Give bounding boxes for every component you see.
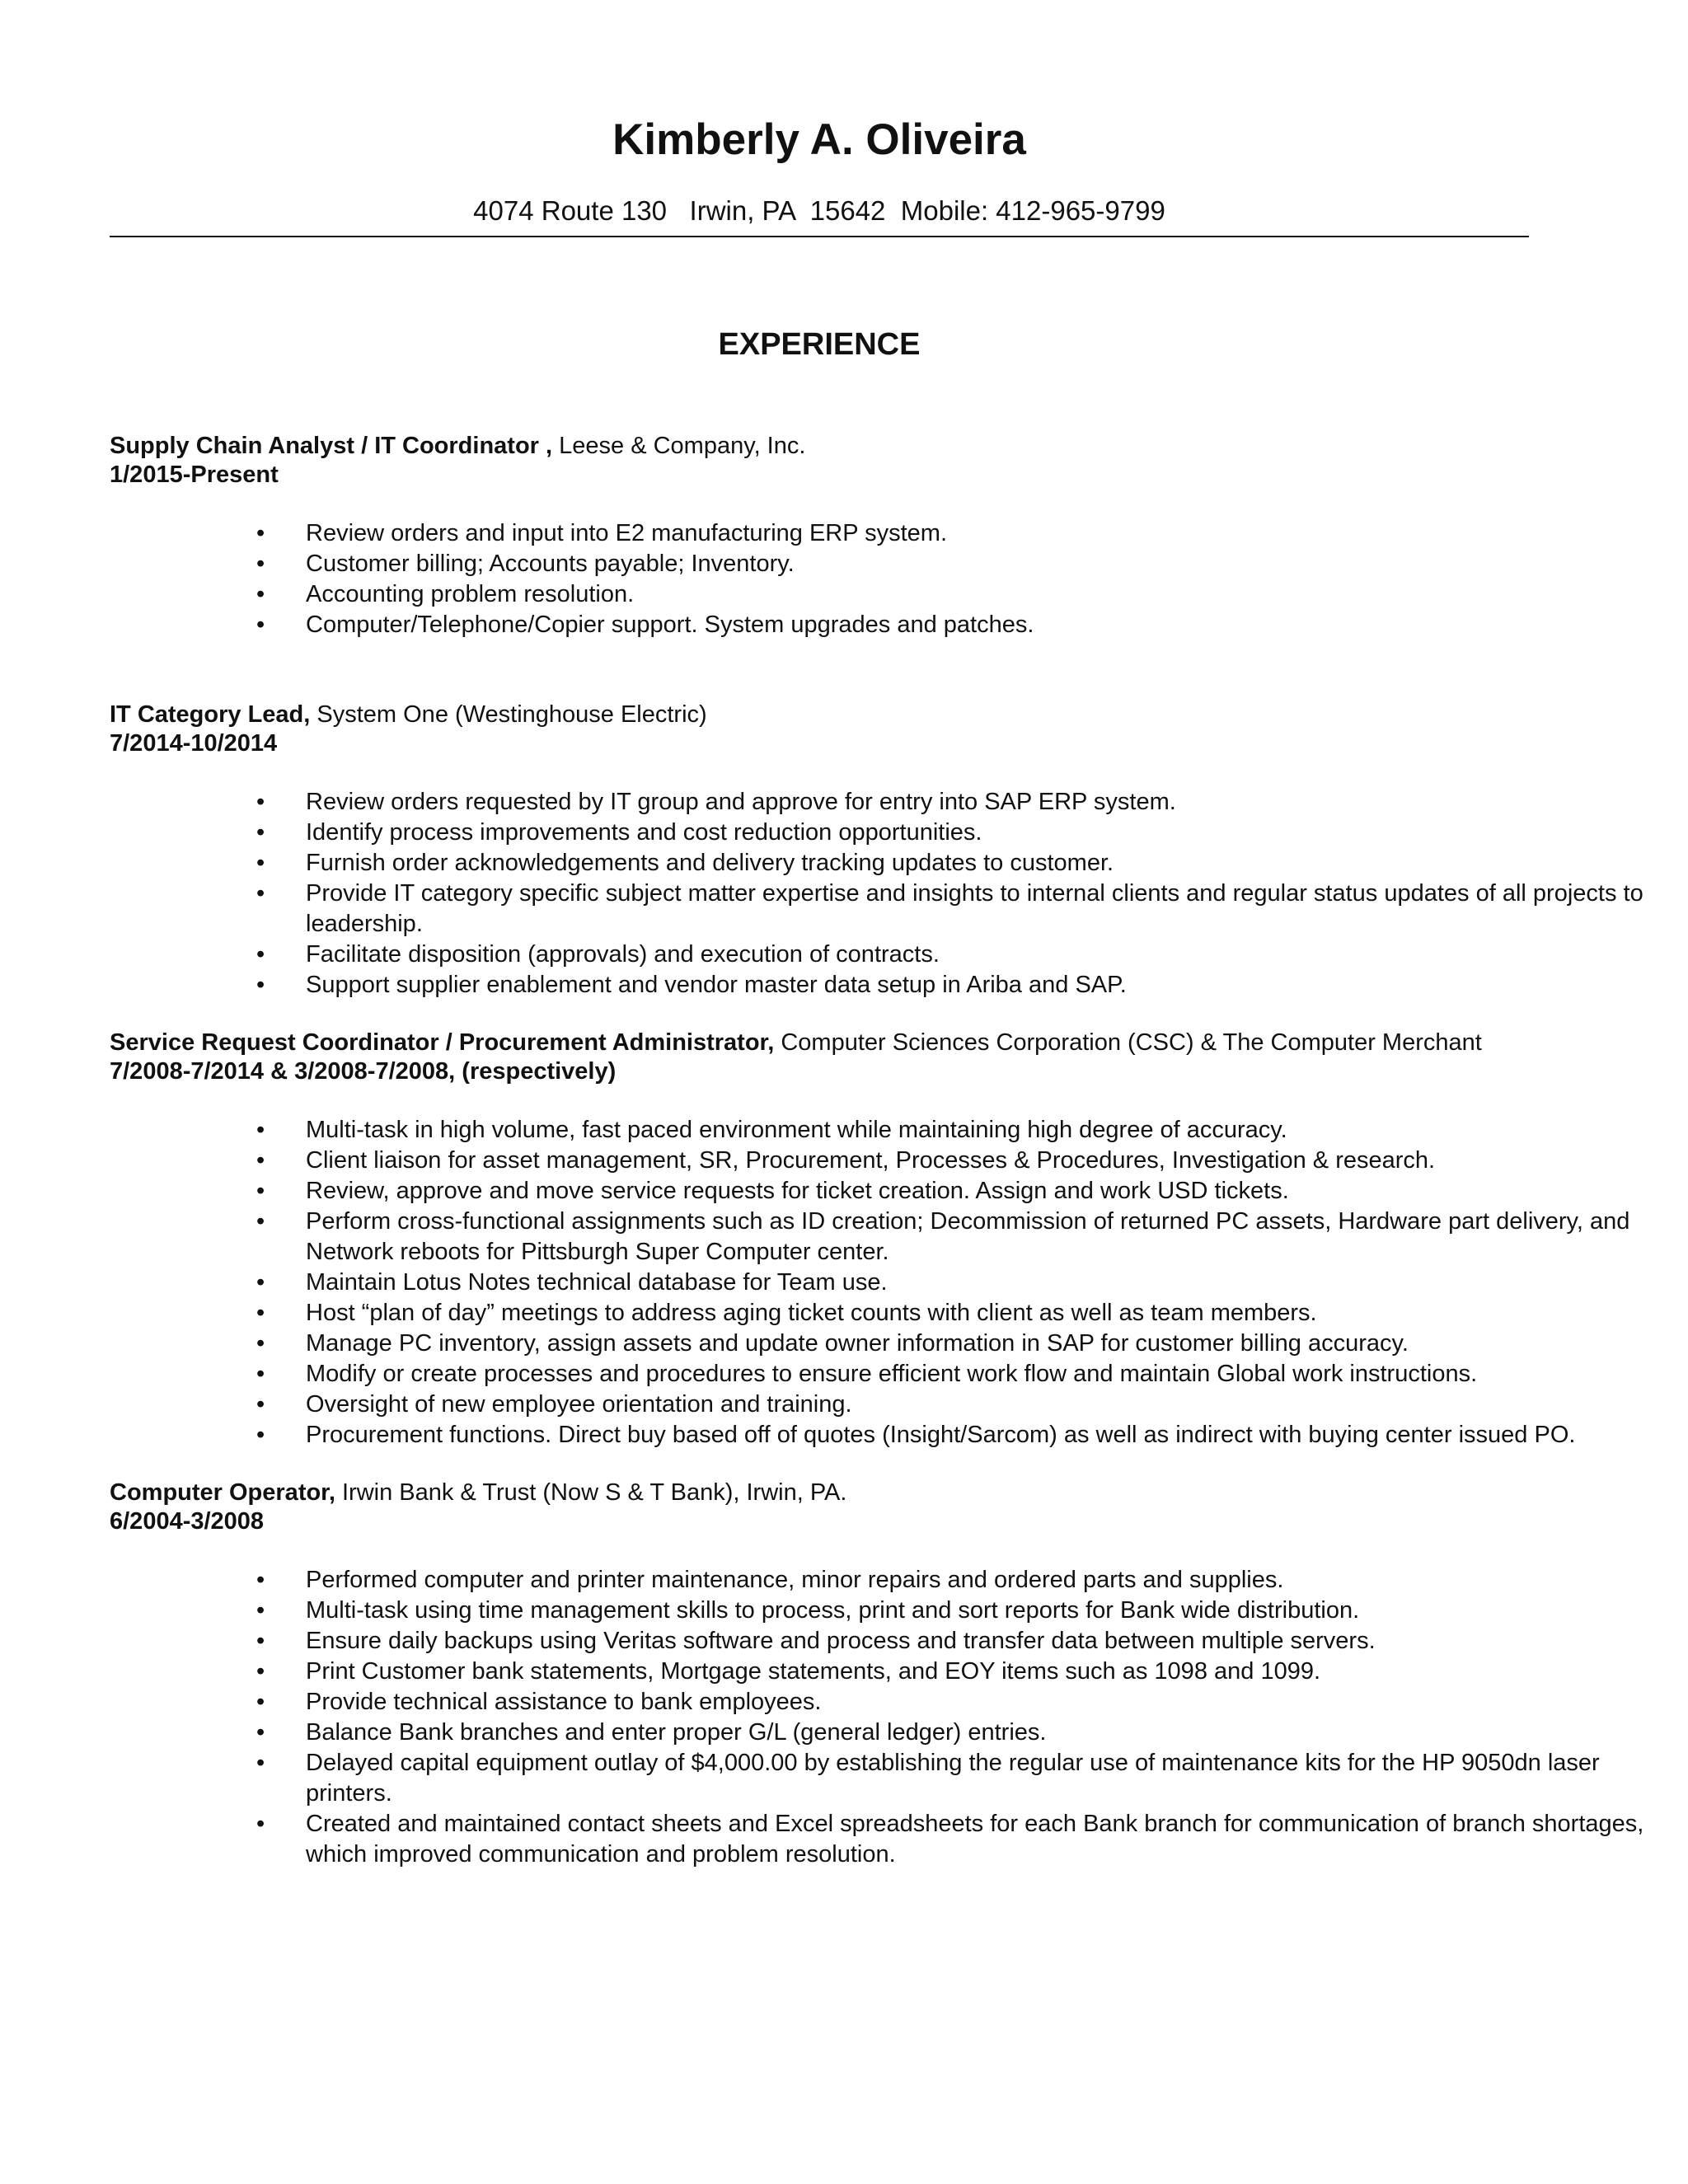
bullet-icon: • <box>256 850 265 876</box>
job-bullet <box>110 1748 1658 1809</box>
job-bullet <box>110 940 1658 970</box>
job-bullet <box>110 818 1658 848</box>
bullet-text: Modify or create processes and procedures to ensure efficient work flow and maintain Global work instructions. <box>306 1361 1478 1387</box>
job-heading <box>110 701 1593 729</box>
bullet-text: Provide technical assistance to bank employees. <box>306 1689 822 1715</box>
bullet-text: Review orders requested by IT group and approve for entry into SAP ERP system. <box>306 789 1176 815</box>
job-bullet <box>110 1626 1658 1657</box>
job-bullet <box>110 1809 1658 1870</box>
bullet-text: Computer/Telephone/Copier support. System upgrades and patches. <box>306 612 1034 638</box>
bullet-text: Host “plan of day” meetings to address aging ticket counts with client as well as team members. <box>306 1300 1317 1326</box>
bullet-text: Balance Bank branches and enter proper G/L (general ledger) entries. <box>306 1719 1047 1746</box>
job-bullet <box>110 518 1658 549</box>
experience-list <box>110 432 1644 1870</box>
bullet-icon: • <box>256 972 265 998</box>
job-bullet <box>110 1176 1658 1207</box>
bullet-icon: • <box>256 1391 265 1418</box>
section-title-experience: EXPERIENCE <box>718 327 921 362</box>
bullet-icon: • <box>256 1628 265 1654</box>
spacer <box>110 1001 1593 1029</box>
bullet-icon: • <box>256 1330 265 1357</box>
bullet-text: Multi-task in high volume, fast paced environment while maintaining high degree of accuracy. <box>306 1117 1287 1143</box>
job-entry <box>110 1029 1630 1451</box>
job-bullet <box>110 1329 1658 1359</box>
bullet-icon: • <box>256 1178 265 1204</box>
job-dates: 7/2008-7/2014 & 3/2008-7/2008, (respectively) <box>110 1058 617 1085</box>
bullet-text: Oversight of new employee orientation and training. <box>306 1391 852 1418</box>
bullet-icon: • <box>256 1269 265 1296</box>
job-title: Service Request Coordinator / Procurement Administrator, <box>110 1029 775 1056</box>
bullet-icon: • <box>256 1422 265 1448</box>
bullet-text: Multi-task using time management skills to process, print and sort reports for Bank wide distribution. <box>306 1597 1360 1624</box>
bullet-icon: • <box>256 612 265 638</box>
job-bullet <box>110 1687 1658 1718</box>
job-entry <box>110 701 1643 1001</box>
job-title: IT Category Lead, <box>110 701 311 728</box>
job-heading <box>110 1029 1593 1057</box>
job-bullet <box>110 1420 1658 1451</box>
bullet-text: Provide IT category specific subject matter expertise and insights to internal clients and regular status updates of all projects to leadership. <box>306 880 1643 937</box>
job-bullet <box>110 1657 1658 1687</box>
job-bullet <box>110 1359 1658 1390</box>
bullet-text: Print Customer bank statements, Mortgage statements, and EOY items such as 1098 and 1099. <box>306 1658 1321 1685</box>
job-dates: 6/2004-3/2008 <box>110 1508 265 1535</box>
bullet-text: Maintain Lotus Notes technical database for Team use. <box>306 1269 888 1296</box>
bullet-text: Review, approve and move service requests for ticket creation. Assign and work USD tickets. <box>306 1178 1289 1204</box>
job-bullet <box>110 610 1658 640</box>
bullet-text: Accounting problem resolution. <box>306 581 635 607</box>
bullet-text: Procurement functions. Direct buy based off of quotes (Insight/Sarcom) as well as indirect with buying center issued PO. <box>306 1422 1576 1448</box>
job-title: Supply Chain Analyst / IT Coordinator , <box>110 433 553 459</box>
bullet-icon: • <box>256 1361 265 1387</box>
bullet-icon: • <box>256 941 265 968</box>
job-bullet-list <box>110 1115 1630 1451</box>
bullet-icon: • <box>256 1117 265 1143</box>
job-employer: Irwin Bank & Trust (Now S & T Bank), Irwin, PA. <box>335 1479 847 1506</box>
job-bullet <box>110 1565 1658 1596</box>
bullet-icon: • <box>256 581 265 607</box>
bullet-icon: • <box>256 1567 265 1593</box>
job-bullet <box>110 879 1658 940</box>
bullet-text: Manage PC inventory, assign assets and update owner information in SAP for customer billing accuracy. <box>306 1330 1409 1357</box>
bullet-icon: • <box>256 1689 265 1715</box>
bullet-icon: • <box>256 880 265 907</box>
bullet-icon: • <box>256 789 265 815</box>
job-bullet <box>110 579 1658 610</box>
bullet-text: Delayed capital equipment outlay of $4,000.00 by establishing the regular use of maintenance kits for the HP 9050dn laser printers. <box>306 1750 1600 1807</box>
bullet-icon: • <box>256 551 265 577</box>
job-bullet <box>110 1390 1658 1420</box>
bullet-icon: • <box>256 1208 265 1235</box>
job-dates: 7/2014-10/2014 <box>110 730 278 757</box>
bullet-text: Furnish order acknowledgements and delivery tracking updates to customer. <box>306 850 1114 876</box>
job-employer: Leese & Company, Inc. <box>552 433 806 459</box>
job-bullet <box>110 1207 1658 1268</box>
job-bullet-list <box>110 518 1593 640</box>
job-bullet <box>110 1146 1658 1176</box>
bullet-icon: • <box>256 1750 265 1776</box>
job-title: Computer Operator, <box>110 1479 335 1506</box>
spacer <box>110 640 1593 701</box>
job-bullet <box>110 848 1658 879</box>
job-bullet <box>110 549 1658 579</box>
bullet-text: Client liaison for asset management, SR, Procurement, Processes & Procedures, Investigation & research. <box>306 1147 1436 1174</box>
bullet-icon: • <box>256 520 265 546</box>
job-heading <box>110 1479 1593 1507</box>
bullet-icon: • <box>256 1719 265 1746</box>
job-heading <box>110 432 1593 461</box>
job-entry <box>110 1479 1644 1870</box>
bullet-text: Customer billing; Accounts payable; Inventory. <box>306 551 795 577</box>
job-bullet <box>110 1268 1658 1298</box>
header-divider <box>110 236 1529 237</box>
bullet-icon: • <box>256 819 265 846</box>
bullet-text: Performed computer and printer maintenance, minor repairs and ordered parts and supplies. <box>306 1567 1284 1593</box>
job-bullet <box>110 1298 1658 1329</box>
job-employer: System One (Westinghouse Electric) <box>310 701 707 728</box>
resume-name: Kimberly A. Oliveira <box>612 115 1026 164</box>
bullet-icon: • <box>256 1147 265 1174</box>
job-bullet <box>110 1115 1658 1146</box>
bullet-text: Perform cross-functional assignments such as ID creation; Decommission of returned PC assets, Hardware part delivery, and Network reboots for Pittsburgh Super Computer center. <box>306 1208 1630 1265</box>
job-bullet <box>110 787 1658 818</box>
bullet-icon: • <box>256 1658 265 1685</box>
bullet-icon: • <box>256 1300 265 1326</box>
bullet-icon: • <box>256 1597 265 1624</box>
job-bullet <box>110 1596 1658 1626</box>
job-employer: Computer Sciences Corporation (CSC) & The Computer Merchant <box>774 1029 1482 1056</box>
job-dates: 1/2015-Present <box>110 462 279 488</box>
job-entry <box>110 432 1593 640</box>
contact-line: 4074 Route 130 Irwin, PA 15642 Mobile: 412-965-9799 <box>473 195 1165 226</box>
bullet-text: Created and maintained contact sheets and Excel spreadsheets for each Bank branch for communication of branch shortages, which improved communication and problem resolution. <box>306 1811 1644 1868</box>
bullet-text: Support supplier enablement and vendor master data setup in Ariba and SAP. <box>306 972 1127 998</box>
job-bullet-list <box>110 1565 1644 1870</box>
job-bullet-list <box>110 787 1643 1001</box>
bullet-text: Identify process improvements and cost reduction opportunities. <box>306 819 982 846</box>
job-bullet <box>110 1718 1658 1748</box>
bullet-icon: • <box>256 1811 265 1837</box>
bullet-text: Review orders and input into E2 manufacturing ERP system. <box>306 520 948 546</box>
spacer <box>110 1451 1593 1479</box>
job-bullet <box>110 970 1658 1001</box>
bullet-text: Ensure daily backups using Veritas software and process and transfer data between multiple servers. <box>306 1628 1376 1654</box>
bullet-text: Facilitate disposition (approvals) and execution of contracts. <box>306 941 940 968</box>
